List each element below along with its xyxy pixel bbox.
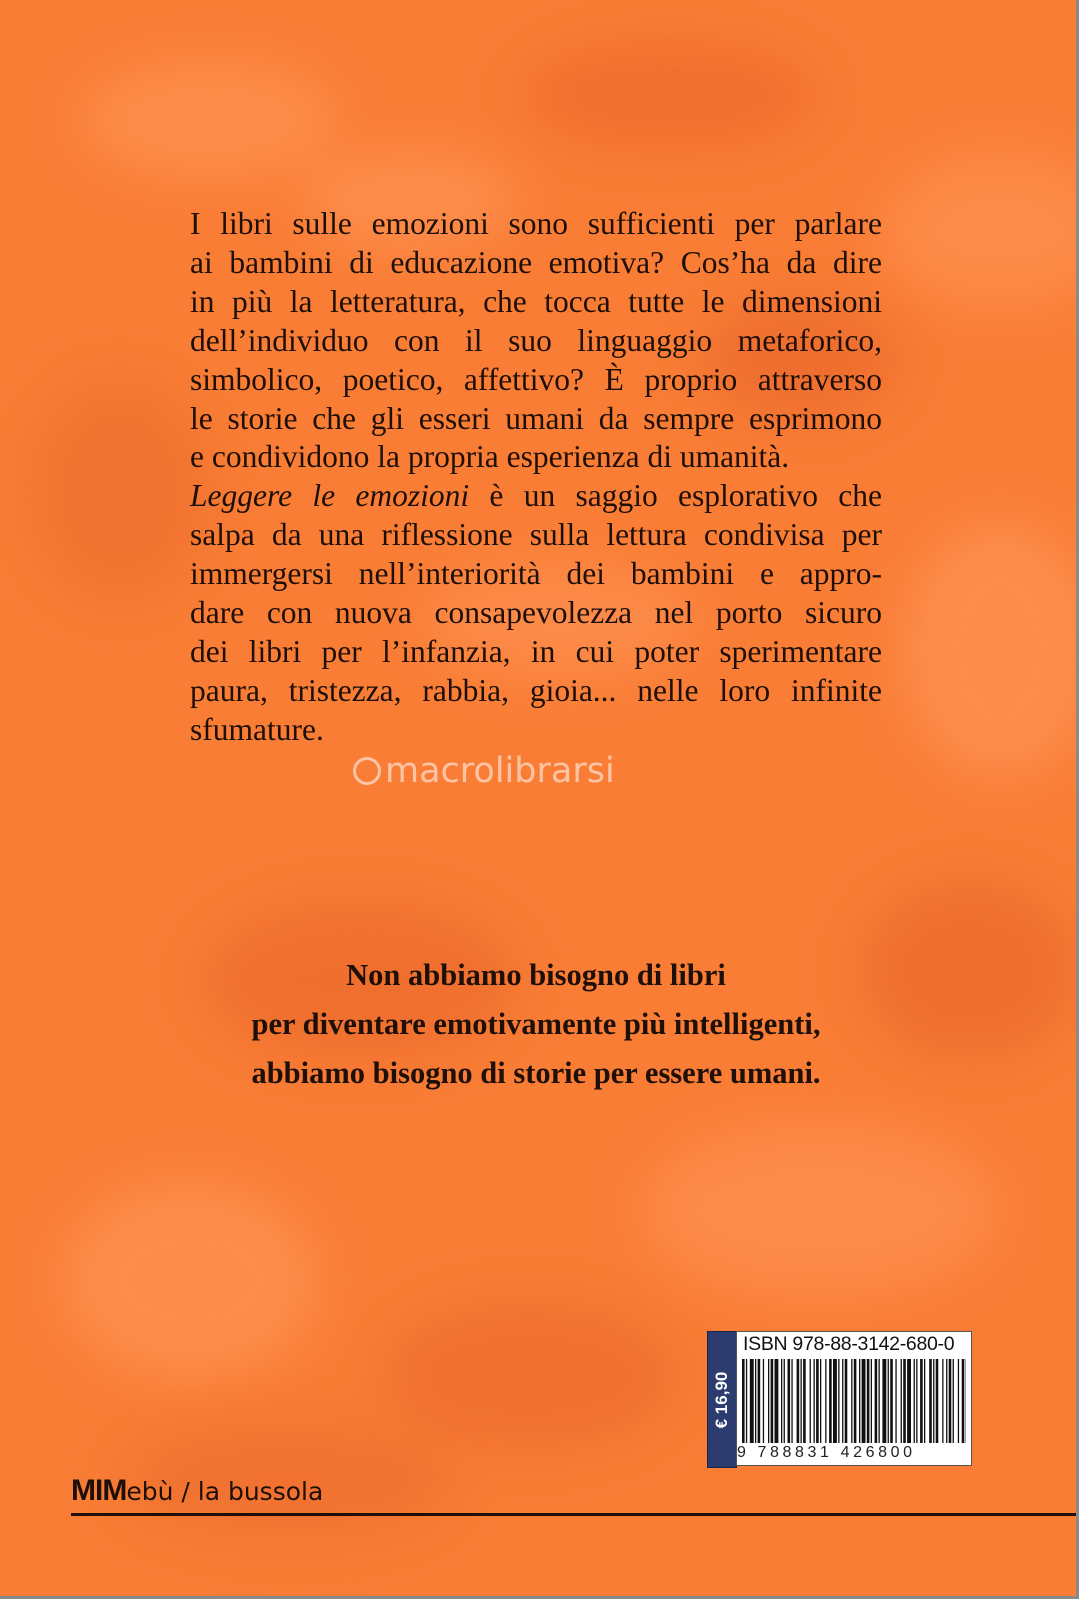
barcode-bar <box>936 1359 939 1443</box>
barcode-bar <box>903 1359 906 1443</box>
barcode-bar <box>949 1359 952 1443</box>
bottom-divider <box>71 1513 1076 1516</box>
barcode-bar <box>933 1359 934 1443</box>
barcode-bar <box>890 1359 893 1443</box>
barcode-bar <box>942 1359 943 1443</box>
price-label: € 16,90 <box>712 1371 731 1428</box>
barcode-bar <box>958 1359 959 1443</box>
barcode-bar <box>755 1359 756 1443</box>
barcode-bar <box>829 1359 832 1443</box>
barcode-bar <box>803 1359 806 1443</box>
blurb-line: I libri sulle emozioni sono sufficienti per parlare <box>190 206 882 241</box>
blurb-line: salpa da una riflessione sulla lettura condivisa per <box>190 517 882 553</box>
barcode-bar <box>742 1359 745 1443</box>
barcode-bar <box>882 1359 886 1443</box>
publisher-imprint <box>71 1473 323 1508</box>
watermark <box>353 751 615 791</box>
barcode-bar <box>814 1359 815 1443</box>
barcode-bar <box>801 1359 802 1443</box>
barcode-bar <box>916 1359 917 1443</box>
blurb-line: le storie che gli esseri umani da sempre esprimono <box>190 400 882 436</box>
barcode-bar <box>758 1359 761 1443</box>
barcode-bar <box>797 1359 800 1443</box>
tagline-quote <box>150 951 922 1098</box>
blurb-title-line-rest: è un saggio esplorativo che <box>469 478 882 514</box>
barcode-bar <box>924 1359 925 1443</box>
barcode-bar <box>810 1359 811 1443</box>
watermark-text: macrolibrarsi <box>385 751 615 791</box>
barcode-box <box>736 1331 972 1466</box>
barcode-bar <box>907 1359 911 1443</box>
barcode-bar <box>929 1359 932 1443</box>
texture-blot <box>520 40 820 150</box>
blurb-line: dei libri per l’infanzia, in cui poter sperimentare <box>190 633 882 669</box>
texture-blot <box>380 1300 680 1450</box>
blurb-line: e condividono la propria esperienza di umanità. <box>190 439 790 475</box>
barcode-bar <box>763 1359 764 1443</box>
barcode-bar <box>816 1359 819 1443</box>
isbn-label: ISBN 978-88-3142-680-0 <box>743 1333 955 1355</box>
barcode-digits: 9 788831 426800 <box>737 1444 916 1461</box>
barcode-bar <box>746 1359 747 1443</box>
barcode-bar <box>859 1359 860 1443</box>
barcode-bar <box>854 1359 857 1443</box>
publisher-brand: MIM <box>71 1474 127 1507</box>
barcode-bar <box>914 1359 915 1443</box>
barcode-bar <box>833 1359 837 1443</box>
barcode-icon <box>742 1359 966 1443</box>
barcode-bar <box>845 1359 848 1443</box>
barcode-bar <box>862 1359 866 1443</box>
barcode-bar <box>875 1359 878 1443</box>
barcode-bar <box>962 1359 965 1443</box>
blurb-paragraph <box>190 205 882 750</box>
blurb-line: simbolico, poetico, affettivo? È proprio attraverso <box>190 361 882 397</box>
barcode-bar <box>750 1359 754 1443</box>
barcode-bar <box>920 1359 923 1443</box>
texture-blot <box>60 1180 320 1380</box>
tagline-line: Non abbiamo bisogno di libri <box>346 958 726 992</box>
barcode-bar <box>953 1359 954 1443</box>
barcode-bar <box>946 1359 947 1443</box>
blurb-line: paura, tristezza, rabbia, gioia... nelle loro infinite <box>190 672 882 708</box>
blurb-title-line <box>190 477 882 516</box>
barcode-bar <box>871 1359 872 1443</box>
barcode-bar <box>825 1359 826 1443</box>
barcode-bar <box>851 1359 852 1443</box>
book-title-italic: Leggere le emozioni <box>190 478 470 514</box>
blurb-line: in più la letteratura, che tocca tutte le dimensioni <box>190 283 882 319</box>
barcode-bar <box>781 1359 782 1443</box>
barcode-bar <box>775 1359 779 1443</box>
barcode-bar <box>791 1359 792 1443</box>
watermark-logo-icon <box>353 757 381 785</box>
blurb-line: dare con nuova consapevolezza nel porto sicuro <box>190 595 882 631</box>
texture-blot <box>30 380 210 600</box>
series-name: / la bussola <box>173 1477 324 1506</box>
texture-blot <box>80 60 340 180</box>
barcode-bar <box>771 1359 774 1443</box>
publisher-sub-brand: ebù <box>126 1477 174 1506</box>
barcode-bar <box>820 1359 821 1443</box>
barcode-bar <box>768 1359 769 1443</box>
barcode-bar <box>867 1359 870 1443</box>
texture-blot <box>880 150 1079 310</box>
tagline-line: per diventare emotivamente più intelligenti, <box>251 1007 821 1041</box>
barcode-bar <box>842 1359 843 1443</box>
barcode-bar <box>895 1359 896 1443</box>
blurb-line: dell’individuo con il suo linguaggio metaforico, <box>190 322 882 358</box>
blurb-line: ai bambini di educazione emotiva? Cos’ha da dire <box>190 244 882 280</box>
barcode-bar <box>901 1359 902 1443</box>
barcode-bar <box>788 1359 791 1443</box>
texture-blot <box>640 1120 1000 1300</box>
barcode-bar <box>838 1359 839 1443</box>
barcode-bar <box>784 1359 785 1443</box>
blurb-line: sfumature. <box>190 711 324 747</box>
tagline-line: abbiamo bisogno di storie per essere umani. <box>251 1056 821 1090</box>
barcode-bar <box>888 1359 889 1443</box>
texture-blot <box>900 520 1079 780</box>
barcode-bar <box>879 1359 880 1443</box>
blurb-line: immergersi nell’interiorità dei bambini e appro- <box>190 556 882 592</box>
price-tag <box>707 1331 737 1468</box>
